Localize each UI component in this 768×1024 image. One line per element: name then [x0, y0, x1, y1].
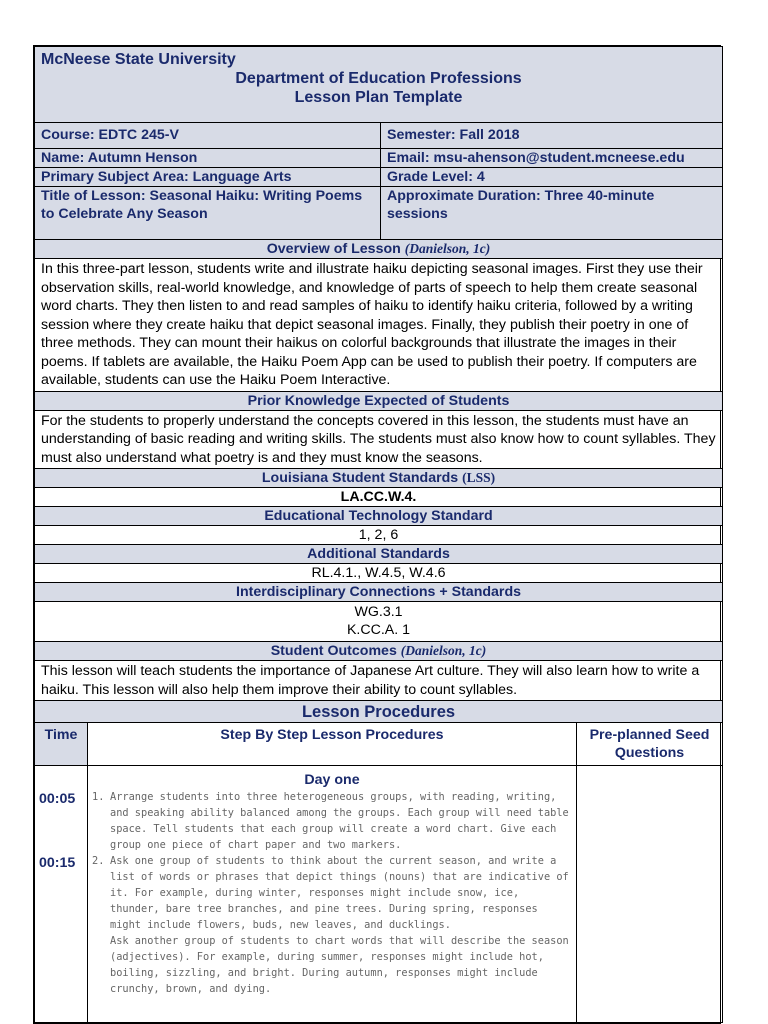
lss-heading-row: [35, 469, 723, 488]
steps-cell: [88, 766, 577, 1023]
lss-value: LA.CC.W.4.: [35, 488, 723, 507]
day-label: Day one: [304, 772, 360, 788]
outcomes-text-row: [35, 661, 723, 701]
lesson-plan-table: [34, 46, 723, 1023]
department-name: Department of Education Professions: [235, 70, 522, 87]
step-2-continued-text: Ask another group of students to chart words that will describe the season (adjectives). For example, during summer, responses might include hot, boiling, sizzling, and bright. During autumn, responses might include crunchy, brown, and dying.: [110, 935, 569, 995]
interdisciplinary-value-2: K.CC.A. 1: [346, 622, 411, 638]
step-1-number: 1.: [92, 791, 105, 803]
additional-value-row: [35, 564, 723, 583]
grade-label: Grade Level: 4: [381, 168, 723, 187]
semester-label: Semester: Fall 2018: [381, 123, 723, 149]
procedures-columns-row: [35, 723, 723, 766]
time-1: 00:05: [39, 791, 76, 807]
lss-value-row: [35, 488, 723, 507]
steps-column-header: Step By Step Lesson Procedures: [88, 723, 577, 766]
procedures-heading: Lesson Procedures: [35, 701, 723, 723]
interdisciplinary-heading: Interdisciplinary Connections + Standards: [35, 583, 723, 602]
time-cell: [35, 766, 88, 1023]
outcomes-heading: Student Outcomes: [270, 643, 397, 659]
edtech-value: 1, 2, 6: [35, 526, 723, 545]
outcomes-note: (Danielson, 1c): [400, 643, 487, 658]
step-1: [92, 789, 572, 853]
course-row: [35, 123, 723, 149]
step-2-number: 2.: [92, 855, 105, 867]
overview-heading-row: [35, 240, 723, 259]
time-column-header: Time: [35, 723, 88, 766]
lss-note: (LSS): [462, 470, 496, 485]
template-title: Lesson Plan Template: [294, 89, 463, 106]
additional-value: RL.4.1., W.4.5, W.4.6: [35, 564, 723, 583]
course-label: Course: EDTC 245-V: [35, 123, 381, 149]
day-one-row: [35, 766, 723, 1023]
edtech-heading-row: [35, 507, 723, 526]
subject-label: Primary Subject Area: Language Arts: [35, 168, 381, 187]
additional-heading-row: [35, 545, 723, 564]
time-2: 00:15: [39, 855, 76, 871]
prior-text-row: [35, 410, 723, 469]
interdisciplinary-value-row: [35, 602, 723, 642]
prior-heading-row: [35, 391, 723, 410]
duration-label: Approximate Duration: Three 40-minute sessions: [381, 187, 723, 240]
outcomes-heading-row: [35, 642, 723, 661]
lesson-title-label: Title of Lesson: Seasonal Haiku: Writing Poems to Celebrate Any Season: [35, 187, 381, 240]
prior-heading: Prior Knowledge Expected of Students: [35, 391, 723, 410]
title-row: [35, 187, 723, 240]
header-row: [35, 47, 723, 123]
step-1-text: Arrange students into three heterogeneous groups, with reading, writing, and speaking ability balanced among the groups. Each group will need table space. Tell students that each group will create a word chart. Give each group one piece of chart paper and two markers.: [110, 791, 569, 851]
edtech-value-row: [35, 526, 723, 545]
email-label: Email: msu-ahenson@student.mcneese.edu: [381, 149, 723, 168]
overview-text: In this three-part lesson, students write and illustrate haiku depicting seasonal images. First they use their observation skills, real-world knowledge, and knowledge of parts of speech to help them create seasonal word charts. They then listen to and read samples of haiku to identify haiku criteria, followed by a writing session where they create haiku that depict seasonal images. Finally, they publish their poetry in one of three methods. They can mount their haikus on colorful backgrounds that illustrate the images in their poems. If tablets are available, the Haiku Poem App can be used to publish their poetry. If computers are available, students can use the Haiku Poem Interactive.: [35, 259, 723, 392]
interdisciplinary-heading-row: [35, 583, 723, 602]
questions-column-header: Pre-planned Seed Questions: [577, 723, 723, 766]
subject-row: [35, 168, 723, 187]
edtech-heading: Educational Technology Standard: [35, 507, 723, 526]
name-label: Name: Autumn Henson: [35, 149, 381, 168]
lesson-plan-document: [33, 45, 721, 1024]
interdisciplinary-value-1: WG.3.1: [354, 604, 403, 620]
overview-note: (Danielson, 1c): [404, 241, 491, 256]
overview-heading: Overview of Lesson: [266, 241, 401, 257]
outcomes-text: This lesson will teach students the importance of Japanese Art culture. They will also learn how to write a haiku. This lesson will also help them improve their ability to count syllables.: [35, 661, 723, 701]
university-name: McNeese State University: [41, 51, 236, 68]
step-2: [92, 853, 572, 997]
prior-text: For the students to properly understand the concepts covered in this lesson, the students must have an understanding of basic reading and writing skills. The students must also know how to count syllables. They must also understand what poetry is and they must know the seasons.: [35, 410, 723, 469]
additional-heading: Additional Standards: [35, 545, 723, 564]
questions-cell: [577, 766, 723, 1023]
step-2-text: Ask one group of students to think about the current season, and write a list of words or phrases that depict things (nouns) that are indicative of it. For example, during winter, responses might include snow, ice, thunder, bare tree branches, and pine trees. During spring, responses might include flowers, buds, new leaves, and ducklings.: [110, 855, 569, 931]
name-row: [35, 149, 723, 168]
lss-heading: Louisiana Student Standards: [261, 470, 459, 486]
overview-text-row: [35, 259, 723, 392]
procedures-heading-row: [35, 701, 723, 723]
